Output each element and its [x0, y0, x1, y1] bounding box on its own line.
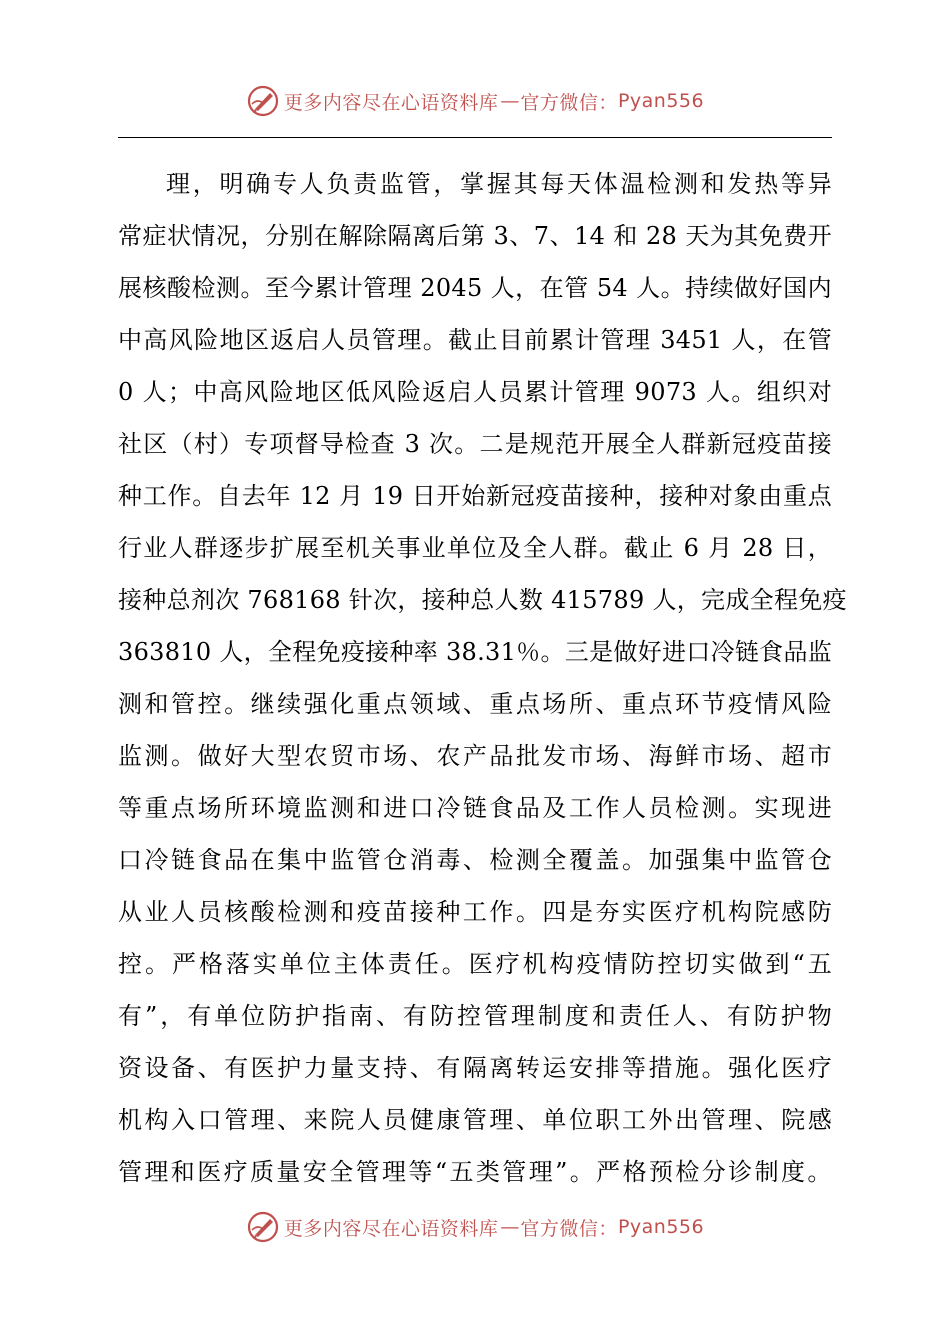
paragraph-line: 种工作。自去年 12 月 19 日开始新冠疫苗接种，接种对象由重点	[118, 482, 832, 510]
header-watermark	[0, 84, 950, 118]
watermark-handle: Pyan556	[617, 90, 705, 112]
paragraph-line: 0 人；中高风险地区低风险返启人员累计管理 9073 人。组织对	[118, 378, 832, 406]
watermark-handle: Pyan556	[617, 1216, 705, 1238]
paragraph-line: 行业人群逐步扩展至机关事业单位及全人群。截止 6 月 28 日，	[118, 534, 833, 562]
paragraph-line: 363810 人，全程免疫接种率 38.31％。三是做好进口冷链食品监	[118, 638, 833, 666]
paragraph-line: 监测。做好大型农贸市场、农产品批发市场、海鲜市场、超市	[118, 742, 832, 770]
paragraph-line: 社区（村）专项督导检查 3 次。二是规范开展全人群新冠疫苗接	[118, 430, 832, 458]
paragraph-line: 理，明确专人负责监管，掌握其每天体温检测和发热等异	[166, 170, 832, 198]
watermark-separator: —	[500, 1216, 519, 1238]
watermark-main-text: 更多内容尽在心语资料库	[283, 91, 499, 114]
paragraph-line: 接种总剂次 768168 针次，接种总人数 415789 人，完成全程免疫	[118, 586, 847, 614]
paragraph-line: 常症状情况，分别在解除隔离后第 3、7、14 和 28 天为其免费开	[118, 222, 832, 250]
paragraph-line: 从业人员核酸检测和疫苗接种工作。四是夯实医疗机构院感防	[118, 898, 832, 926]
paragraph-line: 展核酸检测。至今累计管理 2045 人，在管 54 人。持续做好国内	[118, 274, 832, 302]
header-divider	[118, 137, 832, 138]
watermark-label: 官方微信：	[520, 91, 618, 114]
watermark-label: 官方微信：	[520, 1217, 618, 1240]
footer-watermark	[0, 1210, 950, 1244]
paragraph-line: 等重点场所环境监测和进口冷链食品及工作人员检测。实现进	[118, 794, 832, 822]
paragraph-line: 口冷链食品在集中监管仓消毒、检测全覆盖。加强集中监管仓	[118, 846, 832, 874]
pen-logo-icon	[246, 84, 280, 118]
pen-logo-icon	[246, 1210, 280, 1244]
paragraph-line: 机构入口管理、来院人员健康管理、单位职工外出管理、院感	[118, 1106, 832, 1134]
paragraph-line: 中高风险地区返启人员管理。截止目前累计管理 3451 人，在管	[118, 326, 832, 354]
paragraph-line: 资设备、有医护力量支持、有隔离转运安排等措施。强化医疗	[118, 1054, 832, 1082]
paragraph-line: 测和管控。继续强化重点领域、重点场所、重点环节疫情风险	[118, 690, 832, 718]
document-body	[118, 158, 847, 1198]
watermark-main-text: 更多内容尽在心语资料库	[283, 1217, 499, 1240]
paragraph-line: 管理和医疗质量安全管理等“五类管理”。严格预检分诊制度。	[118, 1158, 832, 1186]
paragraph-line: 有”，有单位防护指南、有防控管理制度和责任人、有防护物	[118, 1002, 832, 1030]
watermark-separator: —	[500, 90, 519, 112]
paragraph-line: 控。严格落实单位主体责任。医疗机构疫情防控切实做到“五	[118, 950, 832, 978]
